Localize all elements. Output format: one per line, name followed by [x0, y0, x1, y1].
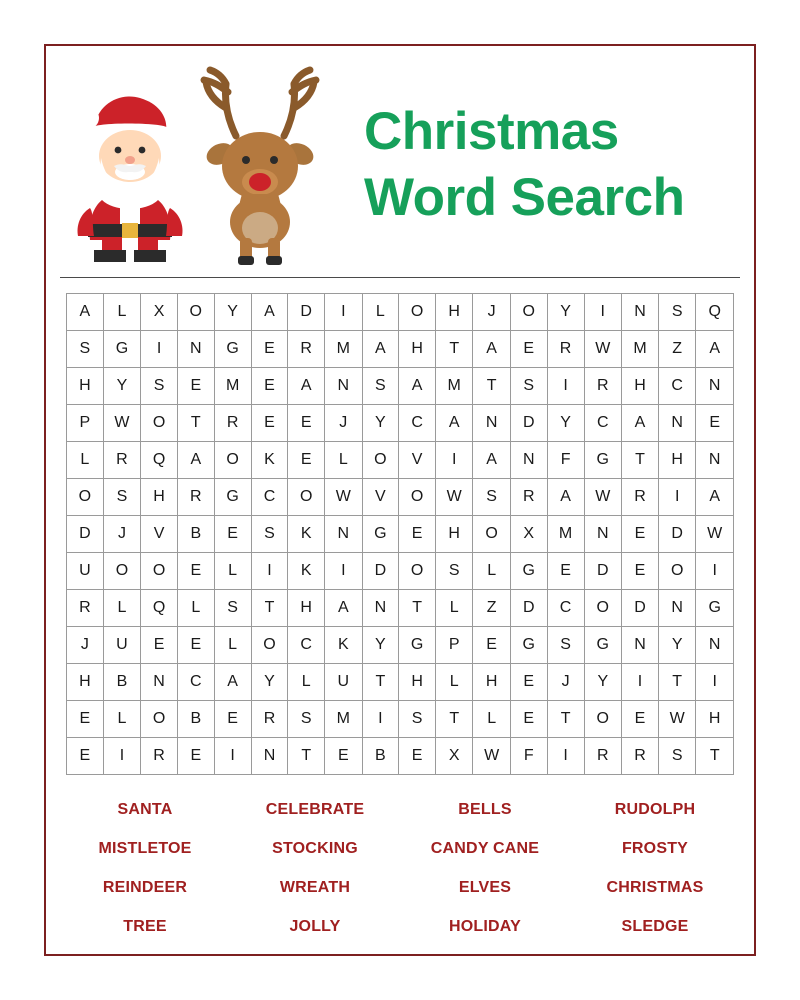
letter-cell[interactable]: R — [141, 738, 178, 775]
letter-cell[interactable]: V — [141, 516, 178, 553]
letter-cell[interactable]: M — [435, 368, 472, 405]
word-list-item[interactable]: SANTA — [117, 800, 173, 818]
letter-cell[interactable]: J — [103, 516, 140, 553]
letter-cell[interactable]: N — [696, 368, 734, 405]
letter-cell[interactable]: E — [399, 738, 436, 775]
letter-cell[interactable]: U — [103, 627, 140, 664]
letter-cell[interactable]: Y — [103, 368, 140, 405]
letter-cell[interactable]: O — [399, 294, 436, 331]
letter-cell[interactable]: O — [584, 701, 621, 738]
letter-cell[interactable]: D — [67, 516, 104, 553]
word-list-item[interactable]: FROSTY — [621, 839, 689, 857]
word-list-item[interactable]: HOLIDAY — [449, 917, 521, 935]
letter-cell[interactable]: N — [658, 590, 695, 627]
letter-cell[interactable]: N — [584, 516, 621, 553]
letter-cell[interactable]: T — [547, 701, 584, 738]
letter-cell[interactable]: A — [251, 294, 288, 331]
letter-cell[interactable]: W — [103, 405, 140, 442]
letter-cell[interactable]: N — [510, 442, 547, 479]
letter-cell[interactable]: D — [622, 590, 659, 627]
letter-cell[interactable]: J — [325, 405, 362, 442]
letter-cell[interactable]: L — [435, 590, 472, 627]
letter-cell[interactable]: H — [622, 368, 659, 405]
letter-cell[interactable]: R — [103, 442, 140, 479]
letter-cell[interactable]: L — [177, 590, 214, 627]
letter-cell[interactable]: C — [547, 590, 584, 627]
letter-cell[interactable]: R — [510, 479, 547, 516]
letter-cell[interactable]: W — [584, 479, 621, 516]
letter-grid-row — [67, 479, 734, 516]
letter-cell[interactable]: F — [510, 738, 547, 775]
letter-cell[interactable]: G — [584, 627, 621, 664]
letter-cell[interactable]: L — [288, 664, 325, 701]
letter-cell[interactable]: J — [547, 664, 584, 701]
letter-cell[interactable]: R — [214, 405, 251, 442]
letter-cell[interactable]: Y — [214, 294, 251, 331]
letter-cell[interactable]: A — [622, 405, 659, 442]
letter-cell[interactable]: E — [214, 701, 251, 738]
letter-cell[interactable]: L — [435, 664, 472, 701]
header-illustrations — [60, 60, 360, 270]
letter-cell[interactable]: A — [214, 664, 251, 701]
letter-cell[interactable]: P — [435, 627, 472, 664]
letter-cell[interactable]: R — [288, 331, 325, 368]
letter-cell[interactable]: M — [214, 368, 251, 405]
letter-cell[interactable]: C — [177, 664, 214, 701]
letter-cell[interactable]: B — [103, 664, 140, 701]
letter-grid-table — [66, 293, 734, 775]
letter-cell[interactable]: E — [399, 516, 436, 553]
letter-cell[interactable]: H — [141, 479, 178, 516]
letter-cell[interactable]: E — [251, 331, 288, 368]
letter-cell[interactable]: N — [696, 627, 734, 664]
letter-cell[interactable]: S — [103, 479, 140, 516]
letter-cell[interactable]: E — [510, 664, 547, 701]
letter-cell[interactable]: G — [362, 516, 399, 553]
letter-cell[interactable]: K — [288, 553, 325, 590]
letter-cell[interactable]: E — [325, 738, 362, 775]
letter-cell[interactable]: E — [177, 738, 214, 775]
letter-cell[interactable]: D — [584, 553, 621, 590]
letter-cell[interactable]: O — [141, 405, 178, 442]
letter-cell[interactable]: H — [67, 664, 104, 701]
letter-cell[interactable]: K — [325, 627, 362, 664]
letter-cell[interactable]: L — [362, 294, 399, 331]
letter-cell[interactable]: S — [547, 627, 584, 664]
word-list-item[interactable]: JOLLY — [289, 917, 341, 935]
letter-grid-row — [67, 442, 734, 479]
letter-cell[interactable]: I — [547, 738, 584, 775]
letter-cell[interactable]: S — [473, 479, 510, 516]
letter-cell[interactable]: L — [103, 294, 140, 331]
letter-cell[interactable]: E — [141, 627, 178, 664]
letter-cell[interactable]: G — [510, 553, 547, 590]
letter-cell[interactable]: G — [214, 479, 251, 516]
letter-cell[interactable]: A — [288, 368, 325, 405]
letter-cell[interactable]: G — [584, 442, 621, 479]
letter-cell[interactable]: G — [696, 590, 734, 627]
letter-cell[interactable]: Y — [362, 627, 399, 664]
letter-cell[interactable]: O — [67, 479, 104, 516]
letter-grid-row — [67, 553, 734, 590]
letter-cell[interactable]: A — [325, 590, 362, 627]
letter-cell[interactable]: T — [362, 664, 399, 701]
word-list-item[interactable]: ELVES — [458, 878, 512, 896]
letter-cell[interactable]: A — [399, 368, 436, 405]
letter-grid-row — [67, 405, 734, 442]
letter-cell[interactable]: D — [362, 553, 399, 590]
letter-cell[interactable]: Q — [141, 590, 178, 627]
letter-cell[interactable]: A — [696, 479, 734, 516]
letter-cell[interactable]: N — [622, 294, 659, 331]
letter-cell[interactable]: T — [435, 701, 472, 738]
letter-cell[interactable]: I — [214, 738, 251, 775]
letter-cell[interactable]: Y — [584, 664, 621, 701]
letter-cell[interactable]: C — [251, 479, 288, 516]
letter-cell[interactable]: I — [103, 738, 140, 775]
letter-cell[interactable]: N — [325, 368, 362, 405]
letter-cell[interactable]: H — [288, 590, 325, 627]
letter-cell[interactable]: A — [473, 331, 510, 368]
letter-cell[interactable]: N — [177, 331, 214, 368]
letter-cell[interactable]: O — [251, 627, 288, 664]
letter-cell[interactable]: G — [399, 627, 436, 664]
letter-cell[interactable]: J — [67, 627, 104, 664]
letter-cell[interactable]: N — [251, 738, 288, 775]
letter-cell[interactable]: I — [622, 664, 659, 701]
word-list-item[interactable]: CELEBRATE — [265, 800, 365, 818]
letter-cell[interactable]: O — [362, 442, 399, 479]
letter-cell[interactable]: M — [325, 331, 362, 368]
letter-cell[interactable]: U — [67, 553, 104, 590]
letter-cell[interactable]: H — [67, 368, 104, 405]
letter-cell[interactable]: E — [251, 368, 288, 405]
letter-grid-row — [67, 331, 734, 368]
letter-cell[interactable]: T — [251, 590, 288, 627]
letter-cell[interactable]: T — [622, 442, 659, 479]
letter-cell[interactable]: B — [177, 701, 214, 738]
letter-cell[interactable]: I — [325, 553, 362, 590]
letter-cell[interactable]: Q — [141, 442, 178, 479]
letter-cell[interactable]: E — [473, 627, 510, 664]
santa-icon — [68, 84, 188, 264]
letter-cell[interactable]: T — [435, 331, 472, 368]
letter-cell[interactable]: K — [251, 442, 288, 479]
word-list-item[interactable]: SLEDGE — [621, 917, 689, 935]
letter-cell[interactable]: W — [658, 701, 695, 738]
page-title — [360, 99, 740, 232]
word-list-item[interactable]: REINDEER — [102, 878, 188, 896]
letter-cell[interactable]: M — [547, 516, 584, 553]
letter-cell[interactable]: E — [696, 405, 734, 442]
letter-cell[interactable]: M — [622, 331, 659, 368]
letter-cell[interactable]: E — [510, 701, 547, 738]
letter-cell[interactable]: I — [547, 368, 584, 405]
letter-cell[interactable]: T — [658, 664, 695, 701]
letter-cell[interactable]: N — [362, 590, 399, 627]
letter-cell[interactable]: L — [214, 627, 251, 664]
letter-cell[interactable]: P — [67, 405, 104, 442]
letter-cell[interactable]: L — [67, 442, 104, 479]
letter-grid-row — [67, 294, 734, 331]
letter-cell[interactable]: S — [288, 701, 325, 738]
letter-cell[interactable]: S — [251, 516, 288, 553]
letter-cell[interactable]: R — [622, 738, 659, 775]
letter-cell[interactable]: R — [584, 738, 621, 775]
letter-cell[interactable]: W — [435, 479, 472, 516]
letter-grid-row — [67, 516, 734, 553]
letter-cell[interactable]: O — [584, 590, 621, 627]
word-list — [60, 790, 740, 946]
letter-cell[interactable]: E — [288, 442, 325, 479]
word-list-item[interactable]: MISTLETOE — [98, 839, 192, 857]
letter-cell[interactable]: C — [658, 368, 695, 405]
word-list-item[interactable]: BELLS — [458, 800, 512, 818]
letter-cell[interactable]: X — [141, 294, 178, 331]
letter-cell[interactable]: N — [658, 405, 695, 442]
letter-cell[interactable]: M — [325, 701, 362, 738]
letter-cell[interactable]: R — [67, 590, 104, 627]
letter-cell[interactable]: H — [399, 664, 436, 701]
letter-cell[interactable]: L — [473, 553, 510, 590]
letter-cell[interactable]: W — [473, 738, 510, 775]
letter-cell[interactable]: S — [435, 553, 472, 590]
letter-cell[interactable]: O — [399, 479, 436, 516]
letter-grid-row — [67, 590, 734, 627]
word-list-item[interactable]: TREE — [123, 917, 167, 935]
letter-cell[interactable]: O — [103, 553, 140, 590]
letter-cell[interactable]: U — [325, 664, 362, 701]
letter-cell[interactable]: D — [510, 405, 547, 442]
letter-grid-row — [67, 738, 734, 775]
letter-cell[interactable]: A — [67, 294, 104, 331]
word-list-item[interactable]: CHRISTMAS — [606, 878, 704, 896]
letter-cell[interactable]: K — [288, 516, 325, 553]
letter-cell[interactable]: H — [435, 294, 472, 331]
reindeer-icon — [180, 62, 340, 267]
letter-cell[interactable]: S — [510, 368, 547, 405]
letter-grid-row — [67, 701, 734, 738]
letter-cell[interactable]: L — [325, 442, 362, 479]
letter-cell[interactable]: L — [103, 701, 140, 738]
letter-cell[interactable]: G — [510, 627, 547, 664]
letter-cell[interactable]: I — [325, 294, 362, 331]
letter-cell[interactable]: G — [214, 331, 251, 368]
letter-cell[interactable]: O — [473, 516, 510, 553]
letter-cell[interactable]: L — [214, 553, 251, 590]
page-title-line-2: Word Search — [364, 168, 685, 227]
letter-cell[interactable]: V — [362, 479, 399, 516]
letter-cell[interactable]: T — [473, 368, 510, 405]
letter-cell[interactable]: B — [177, 516, 214, 553]
letter-cell[interactable]: E — [67, 701, 104, 738]
letter-cell[interactable]: E — [288, 405, 325, 442]
letter-cell[interactable]: E — [177, 368, 214, 405]
letter-cell[interactable]: R — [177, 479, 214, 516]
letter-cell[interactable]: H — [696, 701, 734, 738]
letter-cell[interactable]: Y — [362, 405, 399, 442]
letter-cell[interactable]: S — [362, 368, 399, 405]
letter-cell[interactable]: H — [658, 442, 695, 479]
letter-cell[interactable]: L — [103, 590, 140, 627]
word-search-grid — [66, 293, 734, 775]
letter-cell[interactable]: N — [622, 627, 659, 664]
letter-cell[interactable]: A — [177, 442, 214, 479]
letter-cell[interactable]: E — [177, 627, 214, 664]
letter-cell[interactable]: Z — [473, 590, 510, 627]
letter-cell[interactable]: I — [696, 664, 734, 701]
letter-cell[interactable]: R — [251, 701, 288, 738]
letter-grid-row — [67, 627, 734, 664]
letter-cell[interactable]: T — [177, 405, 214, 442]
letter-cell[interactable]: C — [288, 627, 325, 664]
letter-cell[interactable]: S — [141, 368, 178, 405]
letter-cell[interactable]: I — [658, 479, 695, 516]
letter-cell[interactable]: O — [214, 442, 251, 479]
letter-cell[interactable]: A — [435, 405, 472, 442]
letter-cell[interactable]: I — [362, 701, 399, 738]
letter-cell[interactable]: N — [473, 405, 510, 442]
letter-cell[interactable]: O — [141, 701, 178, 738]
letter-cell[interactable]: R — [584, 368, 621, 405]
letter-cell[interactable]: A — [696, 331, 734, 368]
letter-cell[interactable]: C — [399, 405, 436, 442]
word-list-item[interactable]: STOCKING — [272, 839, 358, 857]
letter-cell[interactable]: Y — [547, 294, 584, 331]
letter-cell[interactable]: N — [141, 664, 178, 701]
letter-cell[interactable]: S — [399, 701, 436, 738]
letter-cell[interactable]: D — [288, 294, 325, 331]
letter-cell[interactable]: E — [177, 553, 214, 590]
letter-cell[interactable]: H — [399, 331, 436, 368]
letter-cell[interactable]: H — [435, 516, 472, 553]
letter-cell[interactable]: N — [696, 442, 734, 479]
letter-cell[interactable]: R — [622, 479, 659, 516]
letter-cell[interactable]: I — [435, 442, 472, 479]
header — [60, 56, 740, 274]
letter-cell[interactable]: O — [510, 294, 547, 331]
letter-cell[interactable]: S — [658, 294, 695, 331]
letter-cell[interactable]: Z — [658, 331, 695, 368]
letter-cell[interactable]: J — [473, 294, 510, 331]
letter-cell[interactable]: X — [510, 516, 547, 553]
letter-cell[interactable]: S — [214, 590, 251, 627]
letter-cell[interactable]: S — [658, 738, 695, 775]
letter-cell[interactable]: T — [696, 738, 734, 775]
letter-cell[interactable]: O — [177, 294, 214, 331]
letter-cell[interactable]: I — [584, 294, 621, 331]
letter-cell[interactable]: S — [67, 331, 104, 368]
letter-cell[interactable]: T — [288, 738, 325, 775]
letter-cell[interactable]: X — [435, 738, 472, 775]
letter-cell[interactable]: G — [103, 331, 140, 368]
letter-cell[interactable]: E — [251, 405, 288, 442]
letter-cell[interactable]: W — [696, 516, 734, 553]
letter-cell[interactable]: O — [141, 553, 178, 590]
letter-cell[interactable]: I — [141, 331, 178, 368]
letter-cell[interactable]: Y — [658, 627, 695, 664]
page-title-line-1: Christmas — [364, 101, 619, 161]
letter-cell[interactable]: T — [399, 590, 436, 627]
letter-cell[interactable]: A — [473, 442, 510, 479]
letter-cell[interactable]: I — [251, 553, 288, 590]
letter-cell[interactable]: R — [547, 331, 584, 368]
letter-cell[interactable]: Y — [251, 664, 288, 701]
letter-cell[interactable]: E — [622, 516, 659, 553]
letter-cell[interactable]: D — [658, 516, 695, 553]
letter-cell[interactable]: O — [399, 553, 436, 590]
letter-cell[interactable]: Y — [547, 405, 584, 442]
letter-cell[interactable]: E — [547, 553, 584, 590]
letter-cell[interactable]: E — [622, 553, 659, 590]
letter-cell[interactable]: I — [696, 553, 734, 590]
letter-cell[interactable]: L — [473, 701, 510, 738]
letter-cell[interactable]: E — [214, 516, 251, 553]
letter-cell[interactable]: A — [362, 331, 399, 368]
letter-cell[interactable]: B — [362, 738, 399, 775]
letter-cell[interactable]: W — [325, 479, 362, 516]
letter-cell[interactable]: O — [658, 553, 695, 590]
word-list-item[interactable]: CANDY CANE — [430, 839, 540, 857]
header-divider — [60, 277, 740, 278]
letter-cell[interactable]: D — [510, 590, 547, 627]
letter-grid-row — [67, 368, 734, 405]
letter-cell[interactable]: C — [584, 405, 621, 442]
letter-cell[interactable]: E — [510, 331, 547, 368]
letter-cell[interactable]: H — [473, 664, 510, 701]
letter-cell[interactable]: O — [288, 479, 325, 516]
letter-cell[interactable]: W — [584, 331, 621, 368]
letter-cell[interactable]: V — [399, 442, 436, 479]
letter-grid-body — [67, 294, 734, 775]
letter-cell[interactable]: A — [547, 479, 584, 516]
word-list-item[interactable]: RUDOLPH — [614, 800, 696, 818]
letter-cell[interactable]: N — [325, 516, 362, 553]
letter-cell[interactable]: E — [622, 701, 659, 738]
letter-cell[interactable]: E — [67, 738, 104, 775]
letter-grid-row — [67, 664, 734, 701]
letter-cell[interactable]: Q — [696, 294, 734, 331]
word-list-item[interactable]: WREATH — [279, 878, 351, 896]
letter-cell[interactable]: F — [547, 442, 584, 479]
